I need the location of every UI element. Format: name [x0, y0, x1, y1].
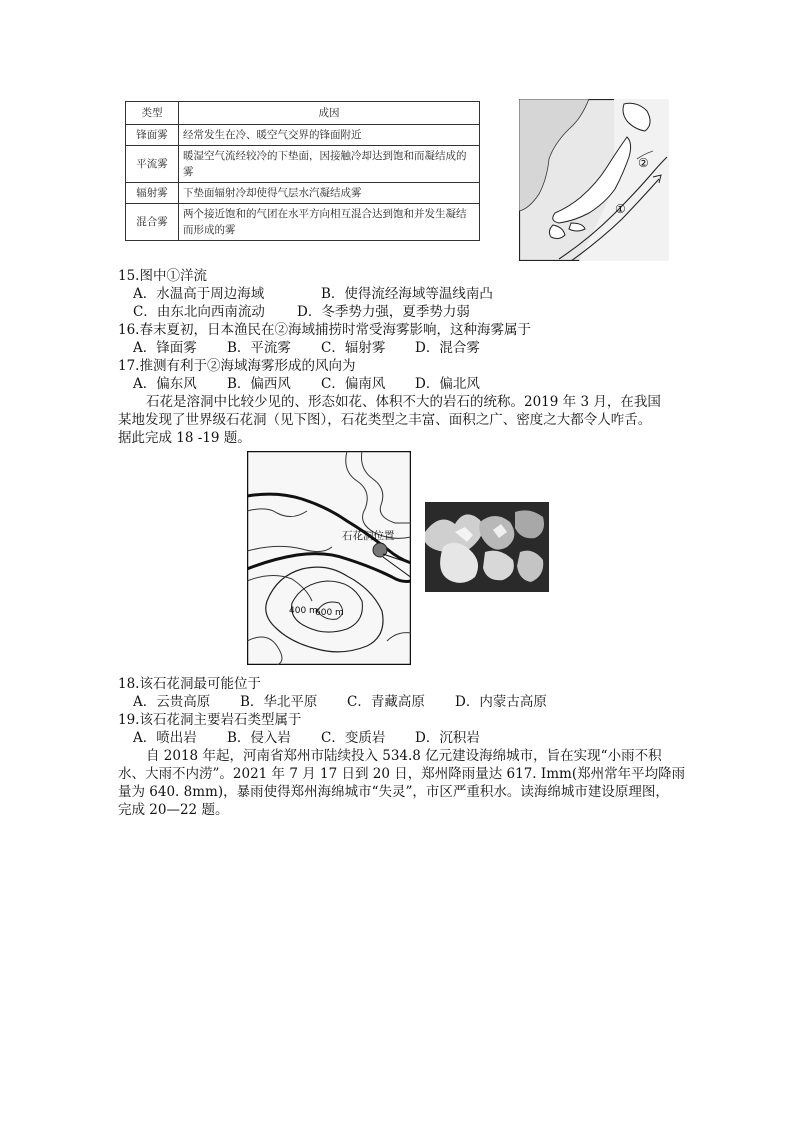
- passage-1-line-1: 石花是溶洞中比较少见的、形态如花、体积不大的岩石的统称。2019 年 3 月，在我国: [146, 394, 661, 410]
- question-15-options-row1: [133, 285, 493, 303]
- passage-1-line-2: 某地发现了世界级石花洞（见下图），石花类型之丰富、面积之广、密度之大都令人咋舌。: [118, 412, 652, 428]
- option-c: C．青藏高原: [347, 694, 425, 710]
- option-c: C．偏南风: [321, 376, 386, 392]
- table-row: [126, 146, 480, 183]
- option-a: A．喷出岩: [133, 730, 197, 746]
- table-header-cause: 成因: [179, 102, 480, 125]
- option-b: B．侵入岩: [227, 730, 291, 746]
- fog-type-cell: 混合雾: [126, 204, 179, 241]
- fog-type-cell: 锋面雾: [126, 125, 179, 146]
- fog-cause-cell: 暖湿空气流经较冷的下垫面，因接触冷却达到饱和而凝结成的雾: [179, 146, 480, 183]
- table-row: [126, 204, 480, 241]
- fog-type-cell: 平流雾: [126, 146, 179, 183]
- fog-type-cell: 辐射雾: [126, 183, 179, 204]
- current-label-1: ①: [615, 202, 626, 216]
- question-15-options-row2: [133, 303, 470, 321]
- passage-2-line-2: 水、大雨不内涝”。2021 年 7 月 17 日到 20 日，郑州降雨量达 617. Imm(郑州常年平均降雨: [118, 766, 686, 782]
- fog-cause-cell: 下垫面辐射冷却使得气层水汽凝结成雾: [179, 183, 480, 204]
- table-row: [126, 183, 480, 204]
- option-d: D．内蒙古高原: [455, 694, 547, 710]
- option-a: A．云贵高原: [133, 694, 211, 710]
- option-c: C．变质岩: [321, 730, 386, 746]
- option-a: A．水温高于周边海域: [133, 286, 265, 302]
- contour-label-600: 600 m: [315, 608, 344, 618]
- question-18-stem: 18.该石花洞最可能位于: [118, 676, 261, 692]
- question-19-options: [133, 729, 480, 747]
- question-16-options: [133, 339, 480, 357]
- option-b: B．偏西风: [227, 376, 291, 392]
- passage-2-line-3: 量为 640. 8mm)，暴雨使得郑州海绵城市“失灵”，市区严重积水。读海绵城市建设原理图，: [118, 784, 669, 800]
- question-15-stem: 15.图中①洋流: [118, 268, 207, 284]
- option-b: B．平流雾: [227, 340, 291, 356]
- option-d: D．混合雾: [415, 340, 480, 356]
- stone-flower-cave-map: [247, 451, 411, 665]
- sea-area-label-2: ②: [638, 156, 649, 170]
- option-c: C．由东北向西南流动: [133, 304, 265, 320]
- passage-1-line-3: 据此完成 18 -19 题。: [118, 430, 251, 446]
- question-16-stem: 16.春末夏初，日本渔民在②海域捕捞时常受海雾影响，这种海雾属于: [118, 322, 531, 338]
- question-19-stem: 19.该石花洞主要岩石类型属于: [118, 712, 302, 728]
- japan-ocean-current-map: [519, 99, 669, 261]
- option-d: D．冬季势力强，夏季势力弱: [297, 304, 470, 320]
- option-b: B．华北平原: [240, 694, 318, 710]
- question-17-options: [133, 375, 480, 393]
- fog-cause-cell: 经常发生在冷、暖空气交界的锋面附近: [179, 125, 480, 146]
- option-a: A．锋面雾: [133, 340, 197, 356]
- option-d: D．偏北风: [415, 376, 480, 392]
- table-header-type: 类型: [126, 102, 179, 125]
- option-a: A．偏东风: [133, 376, 197, 392]
- contour-label-400: 400 m: [289, 606, 318, 616]
- option-b: B．使得流经海域等温线南凸: [321, 286, 493, 302]
- question-18-options: [133, 693, 547, 711]
- fog-type-table: [125, 101, 480, 241]
- passage-2-line-4: 完成 20—22 题。: [118, 802, 229, 818]
- question-17-stem: 17.推测有利于②海域海雾形成的风向为: [118, 358, 356, 374]
- table-row: [126, 125, 480, 146]
- fog-cause-cell: 两个接近饱和的气团在水平方向相互混合达到饱和并发生凝结而形成的雾: [179, 204, 480, 241]
- option-c: C．辐射雾: [321, 340, 386, 356]
- passage-2-line-1: 自 2018 年起，河南省郑州市陆续投入 534.8 亿元建设海绵城市，旨在实现“小雨不积: [146, 748, 662, 764]
- table-header-row: [126, 102, 480, 125]
- stone-flower-photo: [425, 502, 549, 592]
- cave-location-label: 石花洞位置: [342, 530, 395, 542]
- option-d: D．沉积岩: [415, 730, 480, 746]
